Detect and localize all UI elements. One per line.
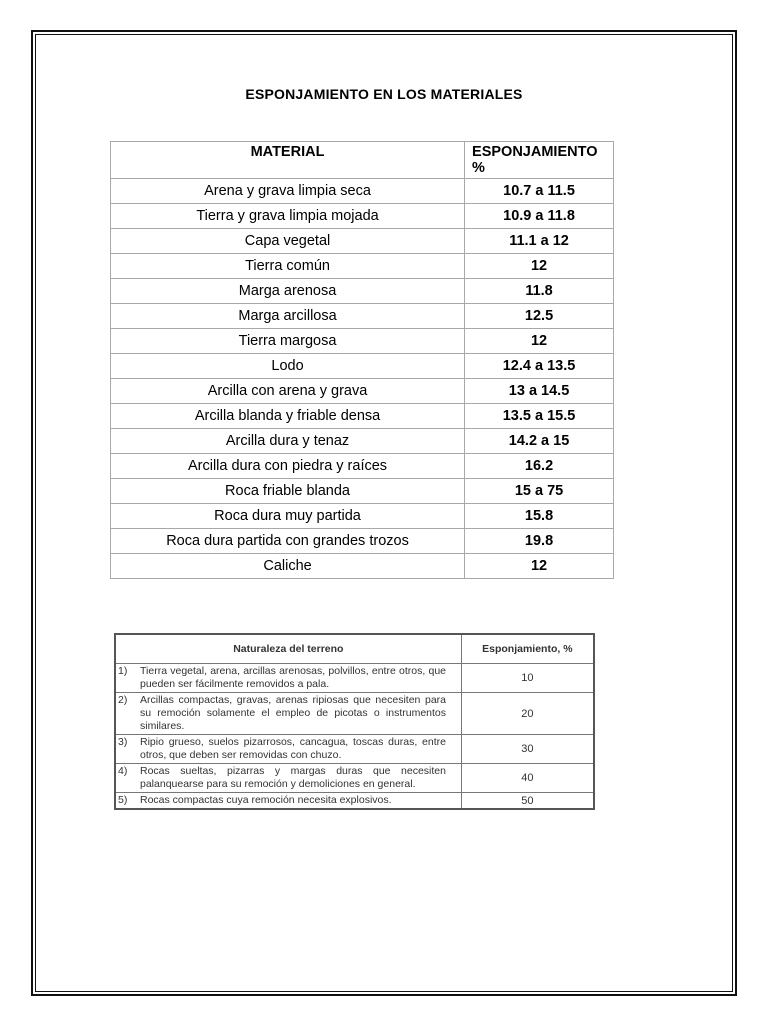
- esponjamiento-cell: 12: [465, 554, 614, 579]
- header-naturaleza-terreno: Naturaleza del terreno: [115, 634, 461, 664]
- document-title: ESPONJAMIENTO EN LOS MATERIALES: [245, 86, 523, 102]
- row-number: 2): [118, 694, 128, 706]
- terrain-description: Rocas sueltas, pizarras y margas duras que necesiten palanquearse para su remoción y demoliciones en general.: [140, 765, 446, 790]
- material-cell: Marga arcillosa: [111, 304, 465, 329]
- row-number: 3): [118, 736, 128, 748]
- material-cell: Arcilla blanda y friable densa: [111, 404, 465, 429]
- material-cell: Lodo: [111, 354, 465, 379]
- material-cell: Tierra margosa: [111, 329, 465, 354]
- row-number: 5): [118, 794, 128, 806]
- esponjamiento-cell: 15 a 75: [465, 479, 614, 504]
- material-cell: Caliche: [111, 554, 465, 579]
- table-row: [111, 229, 614, 254]
- table-row: [111, 554, 614, 579]
- esponjamiento-cell: 10.9 a 11.8: [465, 204, 614, 229]
- table-row: [115, 793, 594, 810]
- table-row: [111, 529, 614, 554]
- material-cell: Arcilla dura con piedra y raíces: [111, 454, 465, 479]
- table-row: [111, 329, 614, 354]
- esponjamiento-cell: 13 a 14.5: [465, 379, 614, 404]
- terrain-description-cell: [115, 735, 461, 764]
- table-row: [111, 404, 614, 429]
- terrain-swell-table: [114, 633, 595, 810]
- table-row: [111, 479, 614, 504]
- terrain-swell-body: [115, 664, 594, 810]
- material-cell: Arcilla dura y tenaz: [111, 429, 465, 454]
- material-cell: Arcilla con arena y grava: [111, 379, 465, 404]
- table-header-row: [111, 142, 614, 179]
- material-cell: Arena y grava limpia seca: [111, 179, 465, 204]
- esponjamiento-cell: 12: [465, 254, 614, 279]
- esponjamiento-pct-cell: 40: [461, 764, 594, 793]
- material-cell: Marga arenosa: [111, 279, 465, 304]
- terrain-description: Rocas compactas cuya remoción necesita explosivos.: [140, 794, 392, 806]
- terrain-description-cell: [115, 693, 461, 735]
- table-row: [115, 693, 594, 735]
- esponjamiento-cell: 14.2 a 15: [465, 429, 614, 454]
- esponjamiento-pct-cell: 50: [461, 793, 594, 810]
- row-number: 1): [118, 665, 128, 677]
- material-cell: Roca dura muy partida: [111, 504, 465, 529]
- row-number: 4): [118, 765, 128, 777]
- esponjamiento-cell: 16.2: [465, 454, 614, 479]
- terrain-description: Ripio grueso, suelos pizarrosos, cancagua, toscas duras, entre otros, que deben ser removidas con chuzo.: [140, 736, 446, 761]
- material-cell: Roca friable blanda: [111, 479, 465, 504]
- esponjamiento-cell: 11.8: [465, 279, 614, 304]
- esponjamiento-cell: 13.5 a 15.5: [465, 404, 614, 429]
- material-cell: Roca dura partida con grandes trozos: [111, 529, 465, 554]
- terrain-description-cell: [115, 664, 461, 693]
- table-row: [111, 354, 614, 379]
- material-cell: Capa vegetal: [111, 229, 465, 254]
- esponjamiento-cell: 12.4 a 13.5: [465, 354, 614, 379]
- esponjamiento-cell: 10.7 a 11.5: [465, 179, 614, 204]
- esponjamiento-pct-cell: 10: [461, 664, 594, 693]
- table-row: [111, 454, 614, 479]
- terrain-description-cell: [115, 764, 461, 793]
- table-row: [111, 179, 614, 204]
- header-material: MATERIAL: [111, 142, 465, 179]
- header-esponjamiento-pct: Esponjamiento, %: [461, 634, 594, 664]
- esponjamiento-cell: 12: [465, 329, 614, 354]
- table-row: [115, 735, 594, 764]
- table-row: [111, 254, 614, 279]
- table-row: [115, 664, 594, 693]
- esponjamiento-cell: 15.8: [465, 504, 614, 529]
- swell-materials-table: [110, 141, 614, 579]
- table-row: [111, 379, 614, 404]
- swell-materials-body: [111, 179, 614, 579]
- table-row: [111, 279, 614, 304]
- table-row: [111, 429, 614, 454]
- table-row: [115, 764, 594, 793]
- terrain-description-cell: [115, 793, 461, 810]
- esponjamiento-pct-cell: 30: [461, 735, 594, 764]
- material-cell: Tierra y grava limpia mojada: [111, 204, 465, 229]
- esponjamiento-pct-cell: 20: [461, 693, 594, 735]
- esponjamiento-cell: 19.8: [465, 529, 614, 554]
- table-row: [111, 204, 614, 229]
- table-row: [111, 304, 614, 329]
- table-header-row: [115, 634, 594, 664]
- esponjamiento-cell: 11.1 a 12: [465, 229, 614, 254]
- esponjamiento-cell: 12.5: [465, 304, 614, 329]
- table-row: [111, 504, 614, 529]
- header-esponjamiento: ESPONJAMIENTO %: [465, 142, 614, 179]
- terrain-description: Arcillas compactas, gravas, arenas ripiosas que necesiten para su remoción solamente el empleo de picotas o instrumentos similares.: [140, 694, 446, 732]
- terrain-description: Tierra vegetal, arena, arcillas arenosas, polvillos, entre otros, que pueden ser fácilmente removidos a pala.: [140, 665, 446, 690]
- material-cell: Tierra común: [111, 254, 465, 279]
